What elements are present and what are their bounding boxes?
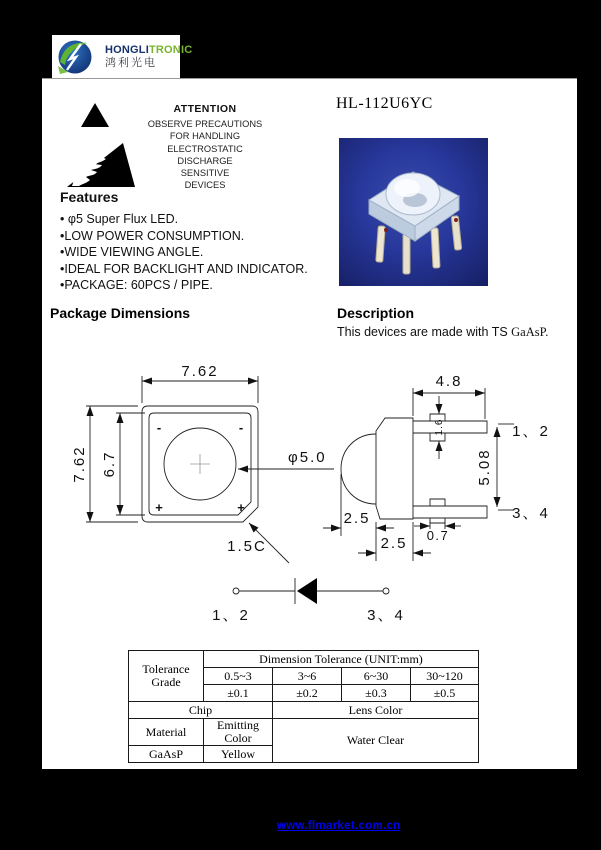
dim-inner-height: 6.7 [101,450,118,478]
attention-line: OBSERVE PRECAUTIONS [147,119,263,129]
company-logo [52,35,193,79]
esd-warning-icon [66,101,136,189]
attention-line: DISCHARGE [177,155,233,166]
polarity-minus-right: - [238,420,244,435]
brand-name: HONGLITRONIC [105,44,193,56]
attention-block [140,103,270,192]
dim-tab-width: 0.7 [426,528,450,543]
footer-website-link[interactable]: www.flmarket.com.cn [277,820,401,832]
attention-line: ELECTROSTATIC [167,143,243,154]
led-illustration [339,138,488,286]
package-dimensions-heading: Package Dimensions [50,305,191,321]
material-value-cell: GaAsP [129,746,204,763]
feature-item: •LOW POWER CONSUMPTION. [60,228,245,243]
attention-line: DEVICES [184,180,226,191]
feature-item: •IDEAL FOR BACKLIGHT AND INDICATOR. [60,261,308,276]
dimension-tolerance-header: Dimension Tolerance (UNIT:mm) [204,651,479,668]
tolerance-table [128,650,479,763]
polarity-minus-left: - [156,420,162,435]
dim-lens-diameter: φ5.0 [288,449,327,466]
attention-line: FOR HANDLING [169,131,241,142]
dim-dome-height: 2.5 [343,510,371,527]
dim-left-height: 7.62 [71,445,88,483]
feature-item: •PACKAGE: 60PCS / PIPE. [60,278,213,292]
features-section [60,189,330,294]
schematic-left-pins: 1、2 [212,607,250,624]
feature-item: •WIDE VIEWING ANGLE. [60,245,204,259]
diode-schematic [212,578,405,624]
emitting-color-header-cell: Emitting Color [204,719,273,746]
document-page [42,78,577,769]
emitting-value-cell: Yellow [204,746,273,763]
dim-lead-length: 4.8 [435,373,463,390]
tolerance-cell: ±0.1 [204,685,273,702]
product-photo [339,138,488,286]
polarity-plus-right: + [237,500,245,515]
tolerance-cell: ±0.2 [273,685,342,702]
dim-tab-height: 1.6 [434,418,445,436]
features-title: Features [60,189,119,205]
material-header-cell: Material [129,719,204,746]
schematic-right-pins: 3、4 [367,607,405,624]
pins-top-label: 1、2 [512,423,550,440]
feature-item: • φ5 Super Flux LED. [60,212,179,226]
polarity-plus-left: + [155,500,163,515]
tolerance-cell: ±0.5 [411,685,479,702]
chip-material-text: GaAsP. [511,325,549,339]
tolerance-grade-cell: Tolerance Grade [129,651,204,702]
dim-chamfer: 1.5C [227,538,267,555]
dim-base-thickness: 2.5 [380,535,408,552]
water-clear-cell: Water Clear [273,719,479,763]
lens-color-header-cell: Lens Color [273,702,479,719]
tolerance-cell: ±0.3 [342,685,411,702]
dim-lead-spacing: 5.08 [476,448,493,486]
logo-globe-icon [57,39,93,75]
dim-top-width: 7.62 [181,363,219,380]
pins-bottom-label: 3、4 [512,505,550,522]
brand-name-chinese: 鸿利光电 [105,57,157,69]
range-cell: 3~6 [273,668,342,685]
range-cell: 0.5~3 [204,668,273,685]
description-heading: Description [337,305,415,321]
chip-header-cell: Chip [129,702,273,719]
description-text: This devices are made with TS GaAsP. [337,325,549,339]
attention-line: SENSITIVE [180,168,230,179]
part-number: HL-112U6YC [336,95,433,112]
attention-title: ATTENTION [173,103,237,115]
range-cell: 6~30 [342,668,411,685]
range-cell: 30~120 [411,668,479,685]
package-dimensions-drawing [42,356,577,646]
